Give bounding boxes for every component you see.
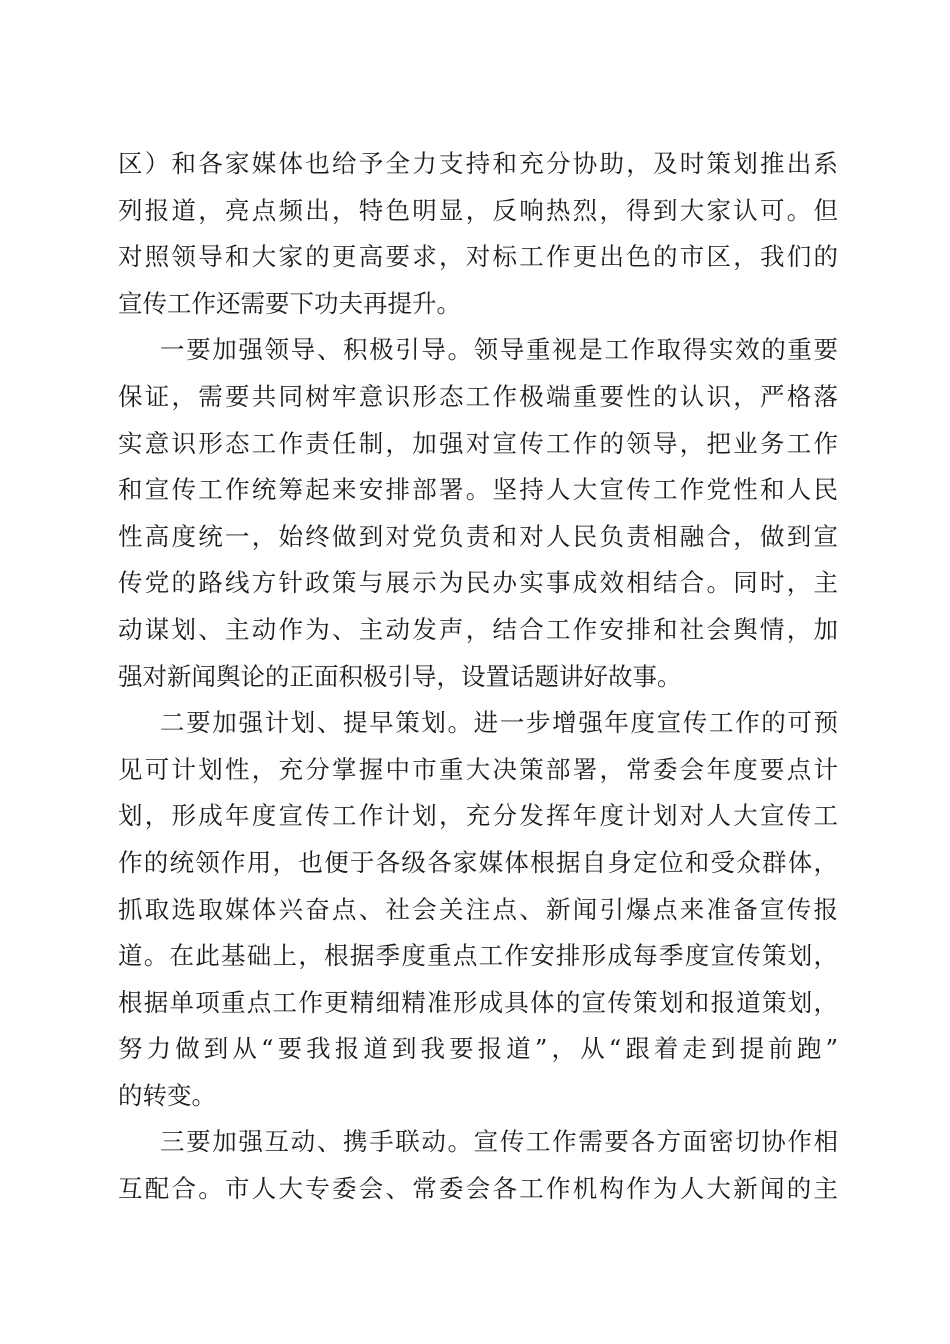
text-line: 和宣传工作统筹起来安排部署。坚持人大宣传工作党性和人民 <box>118 475 838 505</box>
text-line: 列报道，亮点频出，特色明显，反响热烈，得到大家认可。但 <box>118 195 838 225</box>
text-line: 根据单项重点工作更精细精准形成具体的宣传策划和报道策划， <box>118 987 838 1017</box>
text-line: 传党的路线方针政策与展示为民办实事成效相结合。同时，主 <box>118 568 838 598</box>
text-line: 见可计划性，充分掌握中市重大决策部署，常委会年度要点计 <box>118 754 838 784</box>
text-line: 作的统领作用，也便于各级各家媒体根据自身定位和受众群体， <box>118 847 838 877</box>
text-line: 区）和各家媒体也给予全力支持和充分协助，及时策划推出系 <box>118 149 838 178</box>
text-line: 划，形成年度宣传工作计划，充分发挥年度计划对人大宣传工 <box>118 801 838 831</box>
text-line: 实意识形态工作责任制，加强对宣传工作的领导，把业务工作 <box>118 428 838 458</box>
text-line: 互配合。市人大专委会、常委会各工作机构作为人大新闻的主 <box>118 1174 838 1204</box>
text-line: 一要加强领导、积极引导。领导重视是工作取得实效的重要 <box>160 335 838 365</box>
text-line: 抓取选取媒体兴奋点、社会关注点、新闻引爆点来准备宣传报 <box>118 894 838 924</box>
text-line: 努力做到从“要我报道到我要报道”，从“跟着走到提前跑” <box>118 1034 838 1064</box>
text-line: 性高度统一，始终做到对党负责和对人民负责相融合，做到宣 <box>118 521 838 551</box>
paragraph-point-one <box>118 327 838 700</box>
text-line: 强对新闻舆论的正面积极引导，设置话题讲好故事。 <box>118 661 682 691</box>
text-line: 三要加强互动、携手联动。宣传工作需要各方面密切协作相 <box>160 1127 838 1157</box>
text-line: 二要加强计划、提早策划。进一步增强年度宣传工作的可预 <box>160 708 838 738</box>
text-line: 保证，需要共同树牢意识形态工作极端重要性的认识，严格落 <box>118 381 838 411</box>
text-line: 的转变。 <box>118 1080 216 1110</box>
paragraph-intro-continuation <box>118 141 838 327</box>
text-line: 宣传工作还需要下功夫再提升。 <box>118 288 461 318</box>
paragraph-point-three <box>118 1119 838 1212</box>
document-body <box>118 141 838 1213</box>
paragraph-point-two <box>118 700 838 1119</box>
text-line: 动谋划、主动作为、主动发声，结合工作安排和社会舆情，加 <box>118 614 838 644</box>
text-line: 对照领导和大家的更高要求，对标工作更出色的市区，我们的 <box>118 242 838 272</box>
text-line: 道。在此基础上，根据季度重点工作安排形成每季度宣传策划， <box>118 941 838 971</box>
